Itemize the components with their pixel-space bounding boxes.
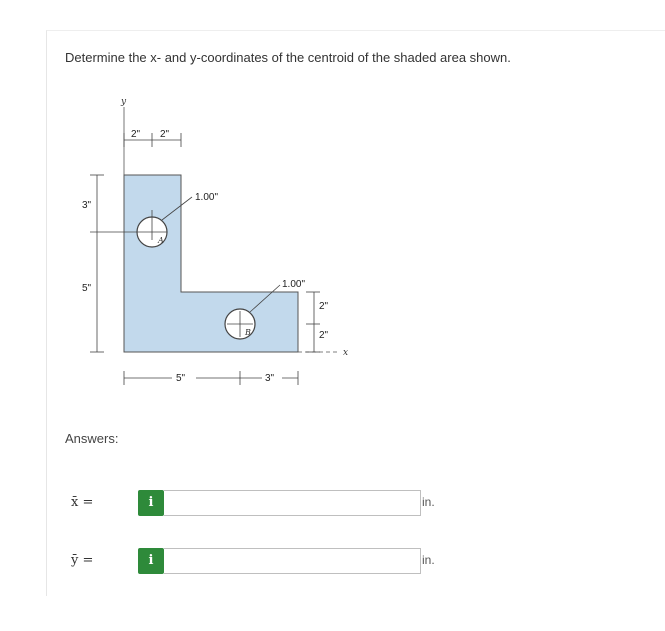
dim-bottom-left: 5" xyxy=(176,373,186,384)
y-bar-input[interactable] xyxy=(164,548,421,574)
info-icon[interactable]: i xyxy=(138,548,164,574)
dim-hole-b: 1.00" xyxy=(282,279,306,290)
dim-left-upper: 3" xyxy=(82,200,92,211)
dim-right-upper: 2" xyxy=(319,301,329,312)
info-icon[interactable]: i xyxy=(138,490,164,516)
dim-right-lower: 2" xyxy=(319,330,329,341)
answers-label: Answers: xyxy=(65,431,119,446)
centroid-figure xyxy=(80,95,380,395)
x-unit-label: in. xyxy=(422,495,435,509)
hole-a-label: A xyxy=(158,236,164,245)
question-text: Determine the x- and y-coordinates of the centroid of the shaded area shown. xyxy=(65,50,511,65)
dim-left-lower: 5" xyxy=(82,283,92,294)
x-axis-label: x xyxy=(343,348,349,358)
x-bar-input[interactable] xyxy=(164,490,421,516)
dim-top-left: 2" xyxy=(131,129,141,140)
y-axis-label: y xyxy=(121,97,127,107)
dim-top-right: 2" xyxy=(160,129,170,140)
x-bar-symbol: x̄ = xyxy=(71,495,94,510)
dim-hole-a: 1.00" xyxy=(195,192,219,203)
answer-row-y xyxy=(60,546,435,576)
y-unit-label: in. xyxy=(422,553,435,567)
hole-b-label: B xyxy=(245,328,251,337)
dim-bottom-right: 3" xyxy=(265,373,275,384)
y-bar-symbol: ȳ = xyxy=(71,553,94,568)
answer-row-x xyxy=(60,488,435,518)
